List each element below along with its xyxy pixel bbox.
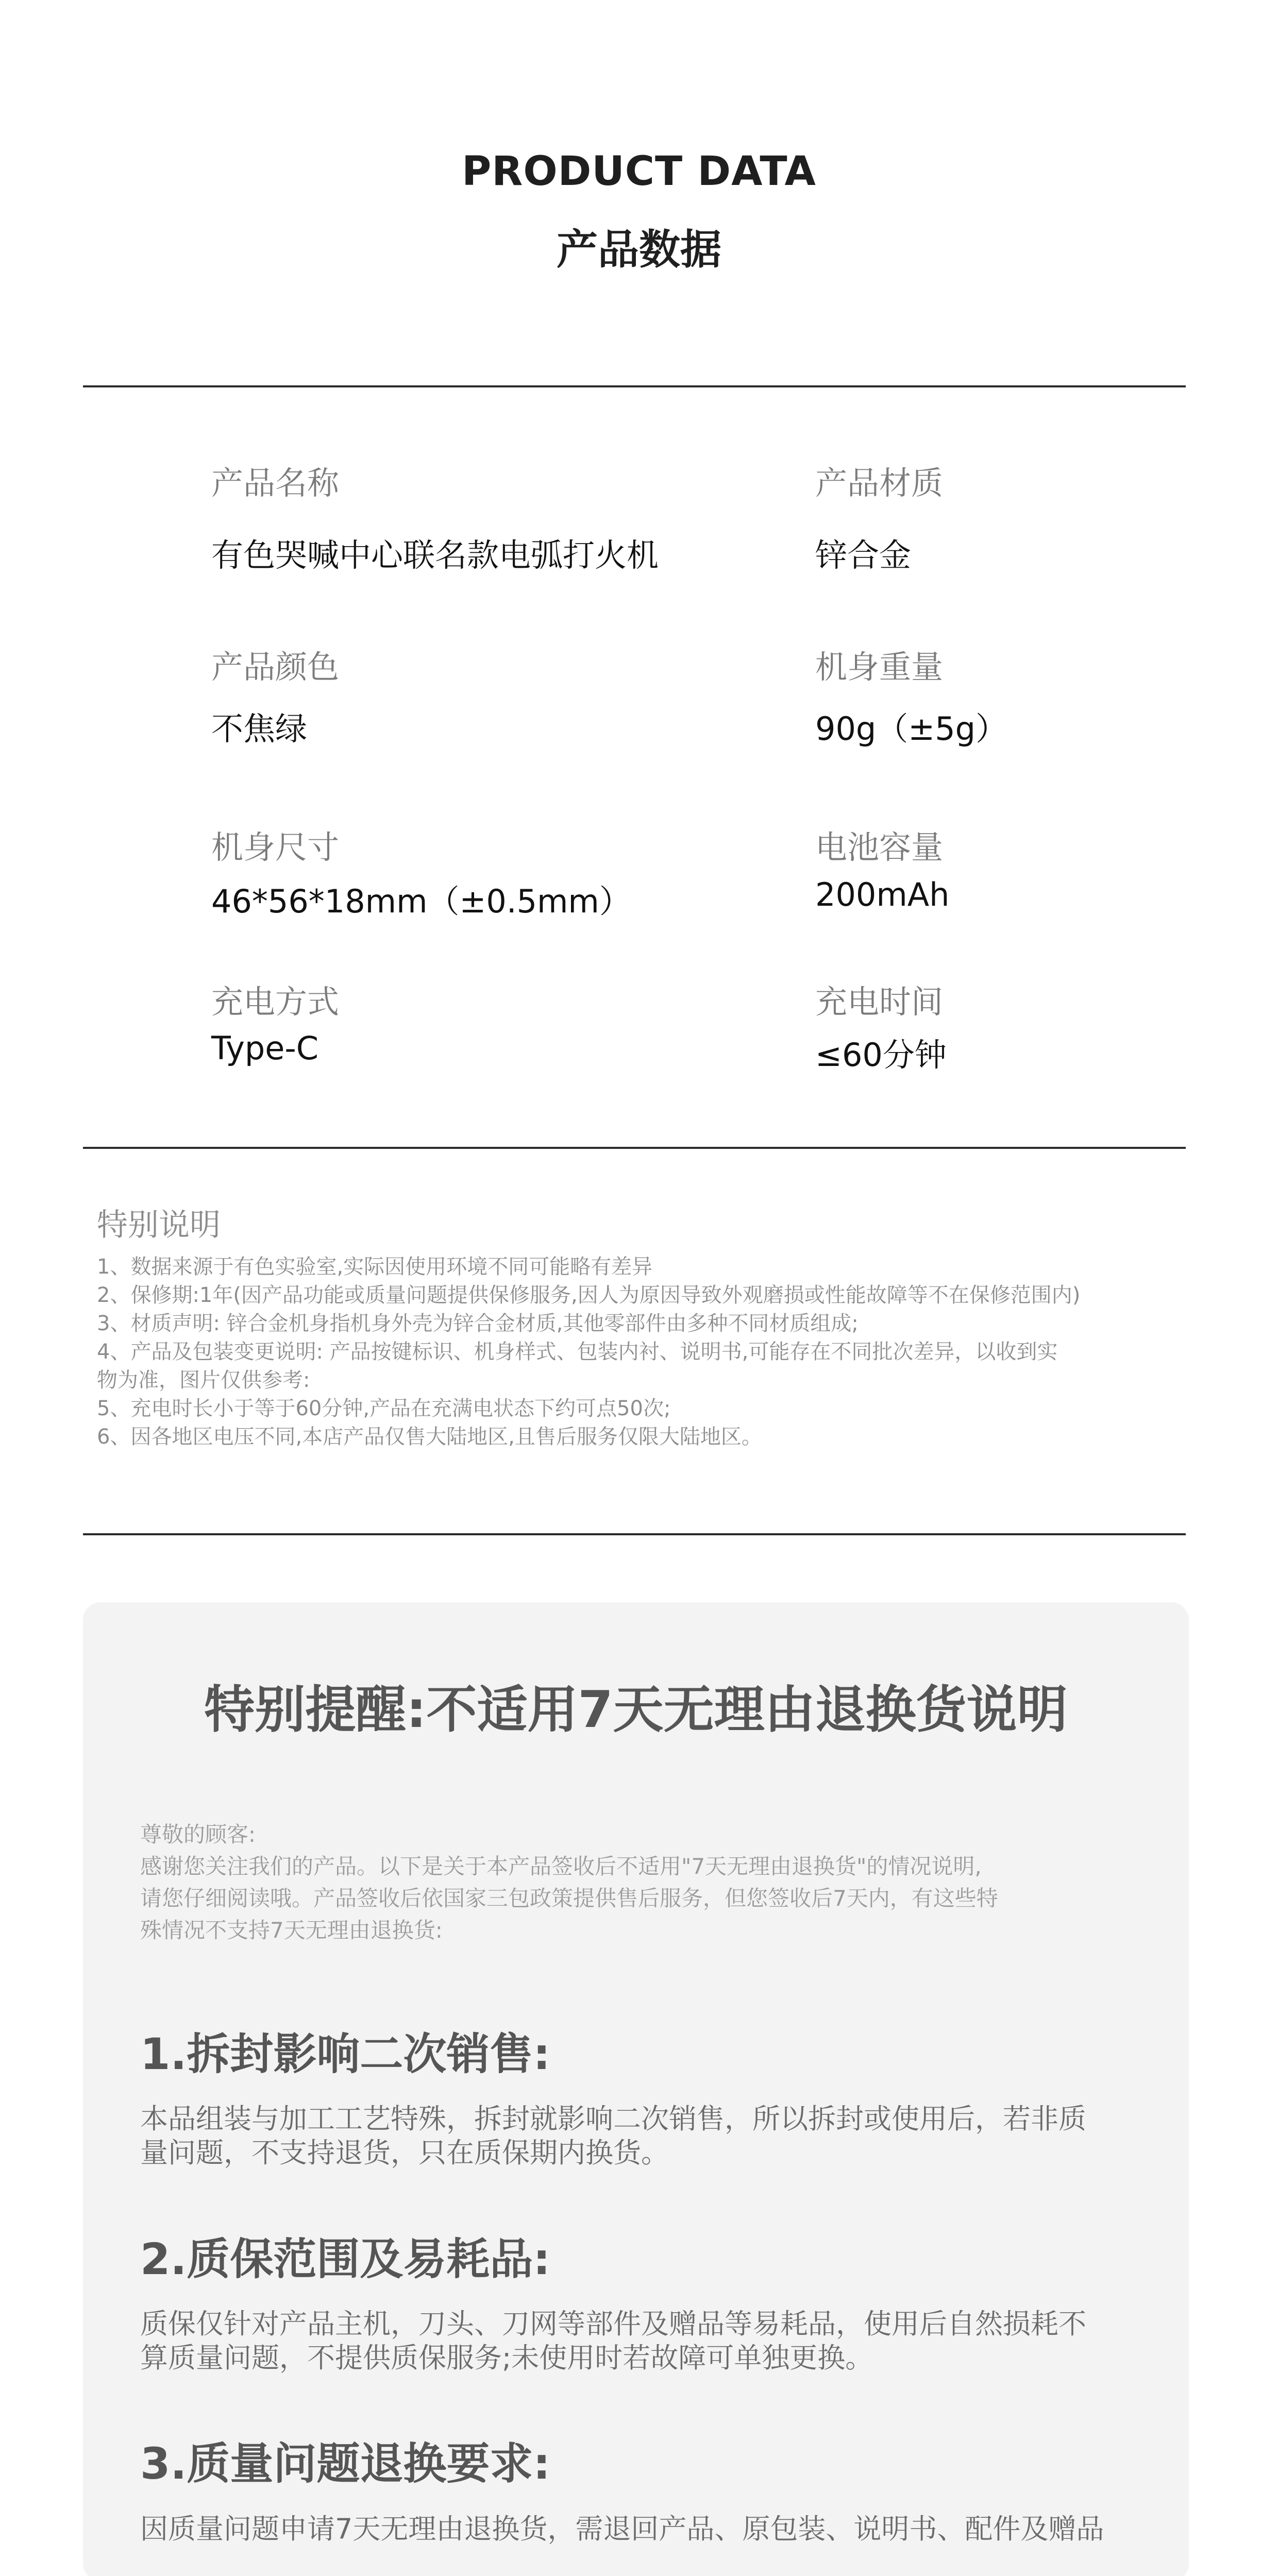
note-line: 3、材质声明: 锌合金机身指机身外壳为锌合金材质,其他零部件由多种不同材质组成;: [97, 1312, 859, 1335]
spec-label-weight: 机身重量: [815, 648, 944, 686]
spec-label-size: 机身尺寸: [211, 828, 340, 866]
section-line: 量问题，不支持退货，只在质保期内换货。: [140, 2137, 669, 2169]
section-body: [140, 2102, 1150, 2170]
spec-label-material: 产品材质: [815, 464, 944, 502]
divider: [83, 1147, 1186, 1149]
spec-value-weight: 90g（±5g）: [815, 710, 1007, 748]
spec-label-charge-time: 充电时间: [815, 983, 944, 1021]
section-heading: 2.质保范围及易耗品:: [140, 2234, 550, 2284]
section-body: [140, 2512, 1150, 2546]
note-line: 4、产品及包装变更说明: 产品按键标识、机身样式、包装内衬、说明书,可能存在不同批次差异，以收到实: [97, 1340, 1058, 1364]
greeting: 尊敬的顾客:: [140, 1822, 256, 1847]
note-line: 1、数据来源于有色实验室,实际因使用环境不同可能略有差异: [97, 1255, 653, 1279]
section-line: 本品组装与加工工艺特殊，拆封就影响二次销售，所以拆封或使用后，若非质: [140, 2103, 1086, 2135]
note-line: 6、因各地区电压不同,本店产品仅售大陆地区,且售后服务仅限大陆地区。: [97, 1425, 762, 1449]
divider: [83, 385, 1186, 387]
section-body: [140, 2307, 1150, 2375]
spec-value-size: 46*56*18mm（±0.5mm）: [211, 883, 631, 920]
notes-list: [97, 1253, 1205, 1451]
reminder-title: 特别提醒:不适用7天无理由退换货说明: [204, 1681, 1068, 1739]
page-title-zh: 产品数据: [557, 226, 721, 274]
section-line: 因质量问题申请7天无理由退换货，需退回产品、原包装、说明书、配件及赠品: [140, 2513, 1104, 2545]
spec-label-battery: 电池容量: [815, 828, 944, 866]
spec-value-charge-time: ≤60分钟: [815, 1036, 947, 1074]
spec-value-battery: 200mAh: [815, 876, 950, 913]
section-heading: 3.质量问题退换要求:: [140, 2438, 550, 2489]
section-heading: 1.拆封影响二次销售:: [140, 2029, 550, 2079]
intro-line: 殊情况不支持7天无理由退换货:: [140, 1918, 443, 1943]
spec-label-color: 产品颜色: [211, 648, 340, 686]
notes-title: 特别说明: [97, 1207, 221, 1243]
spec-value-name: 有色哭喊中心联名款电弧打火机: [211, 536, 659, 574]
intro-line: 请您仔细阅读哦。产品签收后依国家三包政策提供售后服务，但您签收后7天内，有这些特: [140, 1886, 998, 1911]
note-line: 物为准，图片仅供参考:: [97, 1368, 310, 1392]
spec-value-charge-mode: Type-C: [211, 1029, 319, 1067]
spec-label-charge-mode: 充电方式: [211, 983, 340, 1021]
page-title-en: PRODUCT DATA: [462, 148, 816, 195]
section-line: 质保仅针对产品主机，刀头、刀网等部件及赠品等易耗品，使用后自然损耗不: [140, 2308, 1086, 2340]
spec-value-material: 锌合金: [815, 536, 912, 574]
divider: [83, 1533, 1186, 1535]
note-line: 2、保修期:1年(因产品功能或质量问题提供保修服务,因人为原因导致外观磨损或性能故障等不在保修范围内): [97, 1283, 1081, 1307]
section-line: 算质量问题，不提供质保服务;未使用时若故障可单独更换。: [140, 2342, 873, 2374]
spec-label-name: 产品名称: [211, 464, 340, 502]
spec-value-color: 不焦绿: [211, 710, 308, 748]
intro-text: [140, 1851, 1150, 1946]
note-line: 5、充电时长小于等于60分钟,产品在充满电状态下约可点50次;: [97, 1397, 671, 1420]
intro-line: 感谢您关注我们的产品。以下是关于本产品签收后不适用"7天无理由退换货"的情况说明,: [140, 1854, 982, 1879]
